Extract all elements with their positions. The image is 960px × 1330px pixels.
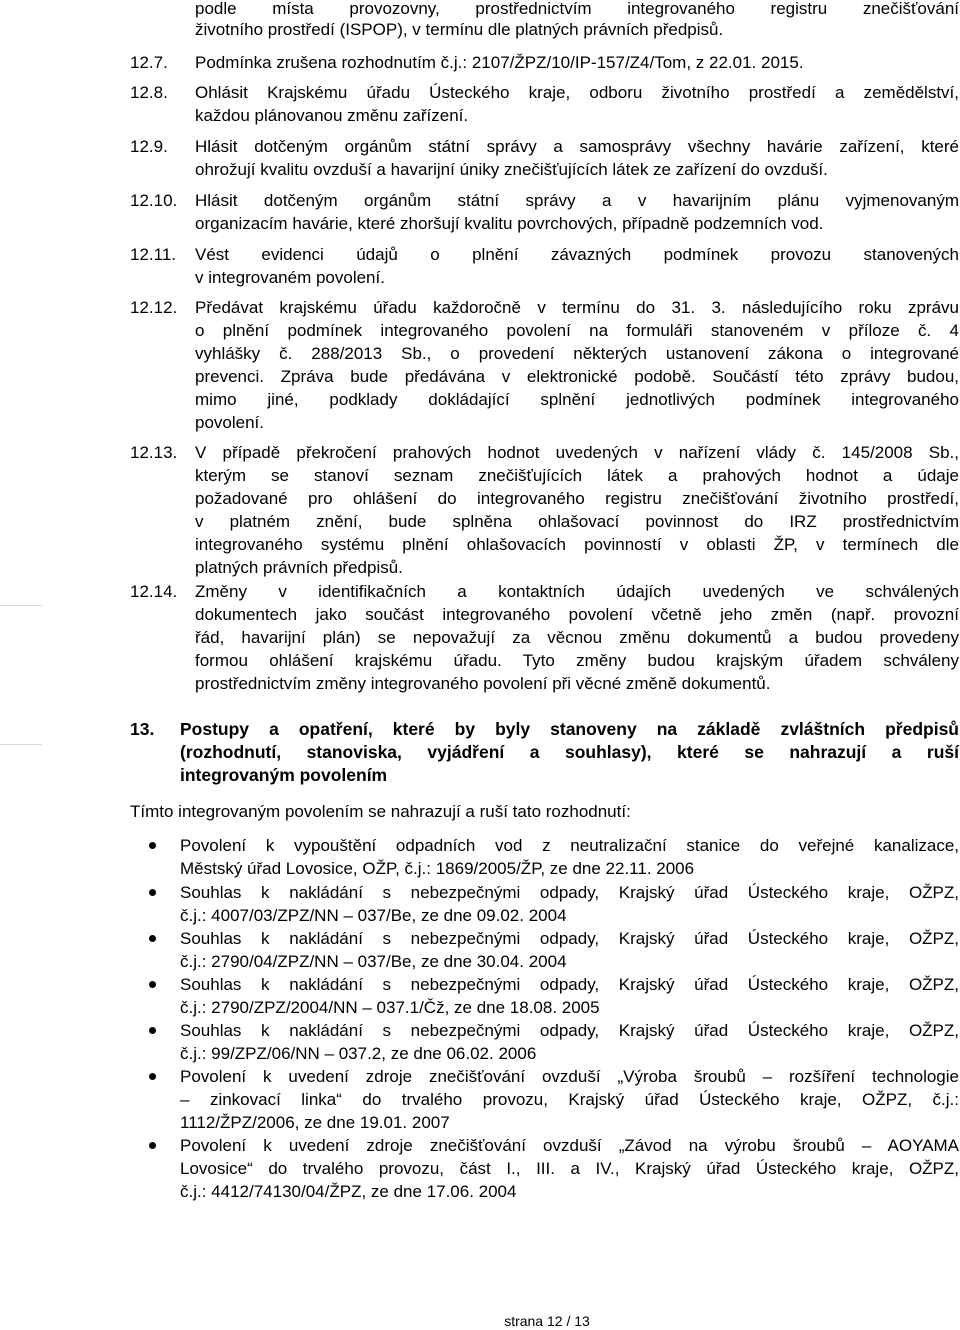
condition-text: vyhlášky č. 288/2013 Sb., o provedení některých ustanovení zákona o integrované (195, 344, 959, 363)
condition-text: Ohlásit Krajskému úřadu Ústeckého kraje, odboru životního prostředí a zemědělství, (195, 83, 959, 102)
condition-text: V případě překročení prahových hodnot uvedených v nařízení vlády č. 145/2008 Sb., (195, 443, 959, 462)
condition-text: každou plánovanou změnu zařízení. (195, 106, 469, 125)
list-item: Povolení k uvedení zdroje znečišťování ovzduší „Závod na výrobu šroubů – AOYAMA (180, 1136, 959, 1155)
condition-text: organizacím havárie, které zhoršují kvalitu povrchových, případně podzemních vod. (195, 214, 824, 233)
condition-text: dokumentech jako součást integrovaného povolení včetně jeho změn (např. provozní (195, 605, 959, 624)
condition-text: povolení. (195, 413, 264, 432)
list-item: č.j.: 2790/ZPZ/2004/NN – 037.1/Čž, ze dne 18.08. 2005 (180, 998, 600, 1017)
condition-text: v integrovaném povolení. (195, 268, 385, 287)
condition-text: mimo jiné, podklady dokládající splnění jednotlivých podmínek integrovaného (195, 390, 959, 409)
condition-text: kterým se stanoví seznam znečišťujících látek a prahových hodnot a údaje (195, 466, 959, 485)
condition-text: ohrožují kvalitu ovzduší a havarijní úniky znečišťujících látek ze zařízení do ovzduší. (195, 160, 828, 179)
condition-number: 12.8. (130, 83, 168, 102)
list-item: – zinkovací linka“ do trvalého provozu, Krajský úřad Ústeckého kraje, OŽPZ, č.j.: (180, 1090, 959, 1109)
section-intro: Tímto integrovaným povolením se nahrazují a ruší tato rozhodnutí: (130, 802, 631, 821)
list-item: č.j.: 4007/03/ZPZ/NN – 037/Be, ze dne 09.02. 2004 (180, 906, 567, 925)
section-heading: Postupy a opatření, které by byly stanoveny na základě zvláštních předpisů (180, 719, 959, 739)
list-item: č.j.: 4412/74130/04/ŽPZ, ze dne 17.06. 2004 (180, 1182, 517, 1201)
list-item: Povolení k uvedení zdroje znečišťování ovzduší „Výroba šroubů – rozšíření technologie (180, 1067, 959, 1086)
bullet-marker (149, 1142, 156, 1149)
margin-rule (0, 605, 42, 606)
condition-number: 12.7. (130, 53, 168, 72)
bullet-marker (149, 1073, 156, 1080)
condition-number: 12.14. (130, 582, 178, 601)
section-heading: integrovaným povolením (180, 765, 388, 785)
bullet-marker (149, 842, 156, 849)
list-item: Městský úřad Lovosice, OŽP, č.j.: 1869/2005/ŽP, ze dne 22.11. 2006 (180, 859, 695, 878)
condition-text: v platném znění, bude splněna ohlašovací povinnost do IRZ prostřednictvím (195, 512, 959, 531)
list-item: Souhlas k nakládání s nebezpečnými odpady, Krajský úřad Ústeckého kraje, OŽPZ, (180, 929, 959, 948)
condition-text: prostřednictvím změny integrovaného povolení při věcné změně dokumentů. (195, 674, 771, 693)
bullet-marker (149, 1027, 156, 1034)
condition-text: platných právních předpisů. (195, 558, 403, 577)
intro-line: životního prostředí (ISPOP), v termínu dle platných právních předpisů. (195, 20, 724, 39)
bullet-marker (149, 889, 156, 896)
condition-number: 12.11. (130, 245, 177, 264)
page-number: strana 12 / 13 (504, 1313, 590, 1329)
list-item: Povolení k vypouštění odpadních vod z neutralizační stanice do veřejné kanalizace, (180, 836, 959, 855)
intro-line: podle místa provozovny, prostřednictvím integrovaného registru znečišťování (195, 0, 959, 18)
list-item: Souhlas k nakládání s nebezpečnými odpady, Krajský úřad Ústeckého kraje, OŽPZ, (180, 1021, 959, 1040)
condition-text: integrovaného systému plnění ohlašovacích povinností v oblasti ŽP, v termínech dle (195, 535, 959, 554)
list-item: Souhlas k nakládání s nebezpečnými odpady, Krajský úřad Ústeckého kraje, OŽPZ, (180, 883, 959, 902)
condition-text: požadované pro ohlášení do integrovaného registru znečišťování životního prostředí, (195, 489, 959, 508)
condition-text: Hlásit dotčeným orgánům státní správy a v havarijním plánu vyjmenovaným (195, 191, 959, 210)
section-number: 13. (130, 719, 155, 739)
list-item: č.j.: 2790/04/ZPZ/NN – 037/Be, ze dne 30.04. 2004 (180, 952, 567, 971)
list-item: Lovosice“ do trvalého provozu, část I., III. a IV., Krajský úřad Ústeckého kraje, OŽPZ, (180, 1159, 959, 1178)
margin-rule (0, 744, 42, 745)
condition-text: formou ohlášení krajskému úřadu. Tyto změny budou krajským úřadem schváleny (195, 651, 959, 670)
condition-text: prevenci. Zpráva bude předávána v elektronické podobě. Součástí této zprávy budou, (195, 367, 959, 386)
condition-text: Předávat krajskému úřadu každoročně v termínu do 31. 3. následujícího roku zprávu (195, 298, 959, 317)
condition-text: Podmínka zrušena rozhodnutím č.j.: 2107/ŽPZ/10/IP-157/Z4/Tom, z 22.01. 2015. (195, 53, 804, 72)
list-item: Souhlas k nakládání s nebezpečnými odpady, Krajský úřad Ústeckého kraje, OŽPZ, (180, 975, 959, 994)
condition-number: 12.12. (130, 298, 178, 317)
bullet-marker (149, 935, 156, 942)
condition-number: 12.13. (130, 443, 178, 462)
list-item: č.j.: 99/ZPZ/06/NN – 037.2, ze dne 06.02. 2006 (180, 1044, 537, 1063)
condition-text: Vést evidenci údajů o plnění závazných podmínek provozu stanovených (195, 245, 959, 264)
condition-text: řád, havarijní plán) se nepovažují za věcnou změnu dokumentů a budou provedeny (195, 628, 959, 647)
condition-text: o plnění podmínek integrovaného povolení na formuláři stanoveném v příloze č. 4 (195, 321, 959, 340)
condition-number: 12.9. (130, 137, 168, 156)
condition-text: Změny v identifikačních a kontaktních údajích uvedených ve schválených (195, 582, 959, 601)
bullet-marker (149, 981, 156, 988)
condition-text: Hlásit dotčeným orgánům státní správy a samosprávy všechny havárie zařízení, které (195, 137, 959, 156)
condition-number: 12.10. (130, 191, 178, 210)
list-item: 1112/ŽPZ/2006, ze dne 19.01. 2007 (180, 1113, 450, 1132)
section-heading: (rozhodnutí, stanoviska, vyjádření a souhlasy), které se nahrazují a ruší (180, 742, 959, 762)
